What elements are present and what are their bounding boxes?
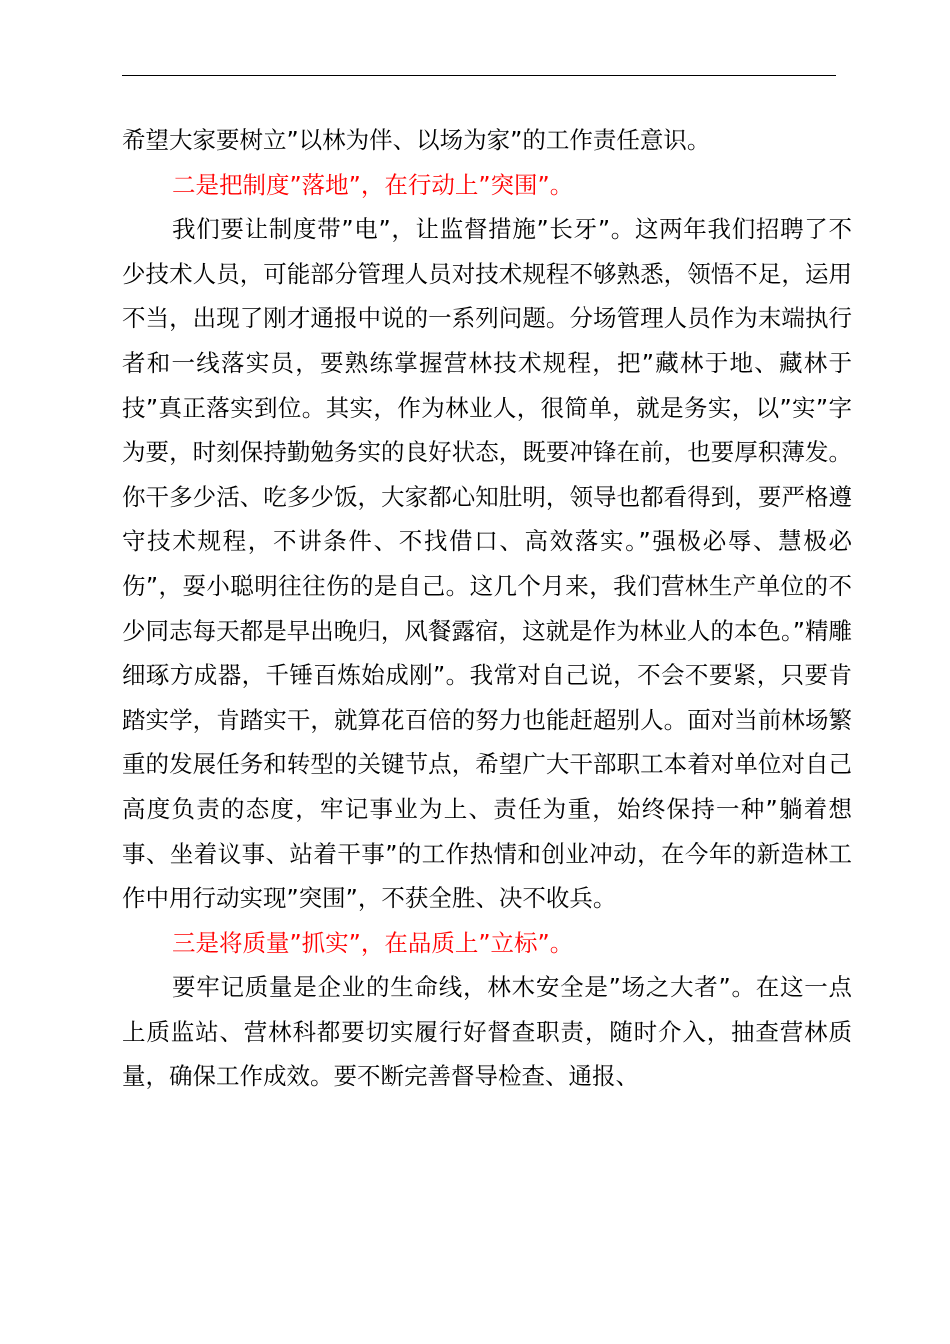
paragraph-body: 我们要让制度带”电”，让监督措施”长牙”。这两年我们招聘了不少技术人员，可能部分管理人员对技术规程不够熟悉，领悟不足，运用不当，出现了刚才通报中说的一系列问题。分场管理人员作为末端执行者和一线落实员，要熟练掌握营林技术规程，把”藏林于地、藏林于技”真正落实到位。其实，作为林业人，很简单，就是务实，以”实”字为要，时刻保持勤勉务实的良好状态，既要冲锋在前，也要厚积薄发。你干多少活、吃多少饭，大家都心知肚明，领导也都看得到，要严格遵守技术规程，不讲条件、不找借口、高效落实。”强极必辱、慧极必伤”，耍小聪明往往伤的是自己。这几个月来，我们营林生产单位的不少同志每天都是早出晚归，风餐露宿，这就是作为林业人的本色。”精雕细琢方成器，千锤百炼始成刚”。我常对自己说，不会不要紧，只要肯踏实学，肯踏实干，就算花百倍的努力也能赶超别人。面对当前林场繁重的发展任务和转型的关键节点，希望广大干部职工本着对单位对自己高度负责的态度，牢记事业为上、责任为重，始终保持一种”躺着想事、坐着议事、站着干事”的工作热情和创业冲动，在今年的新造林工作中用行动实现”突围”，不获全胜、决不收兵。 (122, 215, 852, 913)
paragraph-body: 要牢记质量是企业的生命线，林木安全是”场之大者”。在这一点上质监站、营林科都要切实履行好督查职责，随时介入，抽查营林质量，确保工作成效。要不断完善督导检查、通报、 (122, 973, 852, 1091)
section-heading-3: 三是将质量”抓实”，在品质上”立标”。 (172, 928, 574, 957)
header-rule (122, 75, 836, 76)
section-heading-2: 二是把制度”落地”，在行动上”突围”。 (172, 170, 574, 199)
document-body (122, 118, 852, 1099)
paragraph-continuation: 希望大家要树立”以林为伴、以场为家”的工作责任意识。 (122, 126, 711, 154)
